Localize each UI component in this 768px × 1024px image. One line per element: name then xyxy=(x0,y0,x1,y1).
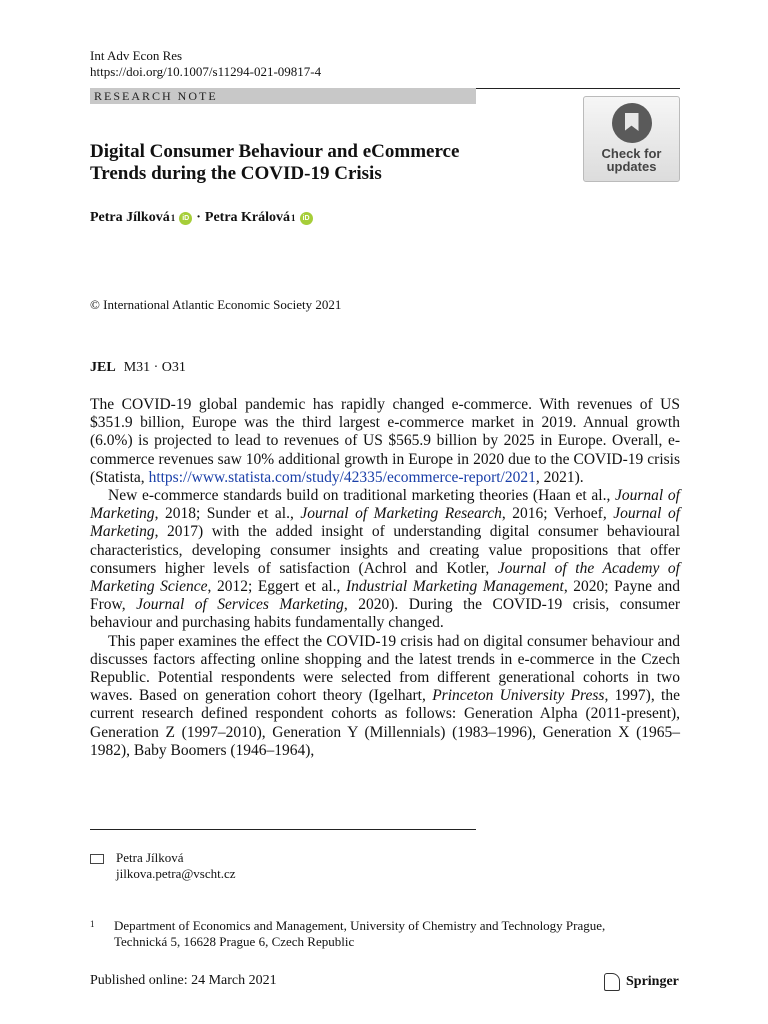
author-affil: 1 xyxy=(291,213,296,223)
check-for-updates-label: Check for updates xyxy=(601,146,662,174)
footnote-rule xyxy=(90,829,476,830)
author-affil: 1 xyxy=(170,213,176,223)
jel-value: M31 · O31 xyxy=(123,360,186,375)
orcid-icon[interactable]: iD xyxy=(300,212,313,225)
paragraph: New e-commerce standards build on traditional marketing theories (Haan et al., Journal of Marketing, 2018; Sunder et al., Journal of Marketing Research, 2016; Verhoef, Journal of Marketing, 2017) with the added insight of understanding digital consumer behavioural characteristics, developing consumer insights and creating value propositions that offer consumers higher levels of satisfaction (Achrol and Kotler, Journal of the Academy of Marketing Science, 2012; Eggert et al., Industrial Marketing Management, 2020; Payne and Frow, Journal of Services Marketing, 2020). During the COVID-19 crisis, consumer behaviour and purchasing habits fundamentally changed. xyxy=(90,487,681,632)
check-for-updates-badge[interactable] xyxy=(583,96,680,182)
affil-line: Technická 5, 16628 Prague 6, Czech Republic xyxy=(114,934,355,949)
article-type-banner: RESEARCH NOTE xyxy=(90,88,476,104)
author-name[interactable]: Petra Jílková xyxy=(90,210,170,225)
paper-title: Digital Consumer Behaviour and eCommerce Trends during the COVID-19 Crisis xyxy=(90,141,460,184)
jel-label: JEL xyxy=(90,360,116,375)
author-name[interactable]: Petra Králová xyxy=(204,210,291,225)
publisher-logo xyxy=(604,973,679,991)
author-list xyxy=(90,208,317,228)
paragraph: The COVID-19 global pandemic has rapidly changed e-commerce. With revenues of US $351.9 billion, Europe was the third largest e-commerce market in 2019. Annual growth (6.0%) is projected to lead to revenues of US $565.9 billion by 2025 in Europe. Overall, e-commerce revenues saw 10% additional growth in Europe in 2020 due to the COVID-19 crisis (Statista, https://www.statista.com/study/42335/ecommerce-report/2021, 2021). xyxy=(90,396,680,486)
contact-email[interactable]: jilkova.petra@vscht.cz xyxy=(116,866,236,881)
orcid-icon[interactable]: iD xyxy=(179,212,192,225)
journal-name: Int Adv Econ Res xyxy=(90,48,183,63)
body-text xyxy=(90,396,680,760)
statista-link[interactable]: https://www.statista.com/study/42335/ecommerce-report/2021 xyxy=(148,468,536,486)
doi-link[interactable]: https://doi.org/10.1007/s11294-021-09817-4 xyxy=(90,64,322,79)
jel-codes xyxy=(90,360,186,376)
publisher-name: Springer xyxy=(626,974,679,989)
journal-header xyxy=(90,48,321,80)
contact-name: Petra Jílková xyxy=(116,850,184,865)
bookmark-icon xyxy=(612,103,652,143)
affil-line: Department of Economics and Management, University of Chemistry and Technology Prague, xyxy=(114,918,606,933)
corresponding-author xyxy=(90,850,236,882)
envelope-icon xyxy=(90,854,104,864)
springer-horse-icon xyxy=(604,973,620,991)
affil-number: 1 xyxy=(90,919,95,929)
paragraph: This paper examines the effect the COVID-19 crisis had on digital consumer behaviour and discusses factors affecting online shopping and the latest trends in e-commerce in the Czech Republic. Potential respondents were selected from different generational cohorts in two waves. Based on generation cohort theory (Igelhart, Princeton University Press, 1997), the current research defined respondent cohorts as follows: Generation Alpha (2011-present), Generation Z (1997–2010), Generation Y (Millennials) (1983–1996), Generation X (1965–1982), Baby Boomers (1946–1964), xyxy=(90,632,680,759)
published-date: Published online: 24 March 2021 xyxy=(90,973,277,988)
affiliation-footnote xyxy=(90,918,605,950)
copyright-line: © International Atlantic Economic Society 2021 xyxy=(90,297,342,312)
author-separator: · xyxy=(196,210,201,225)
